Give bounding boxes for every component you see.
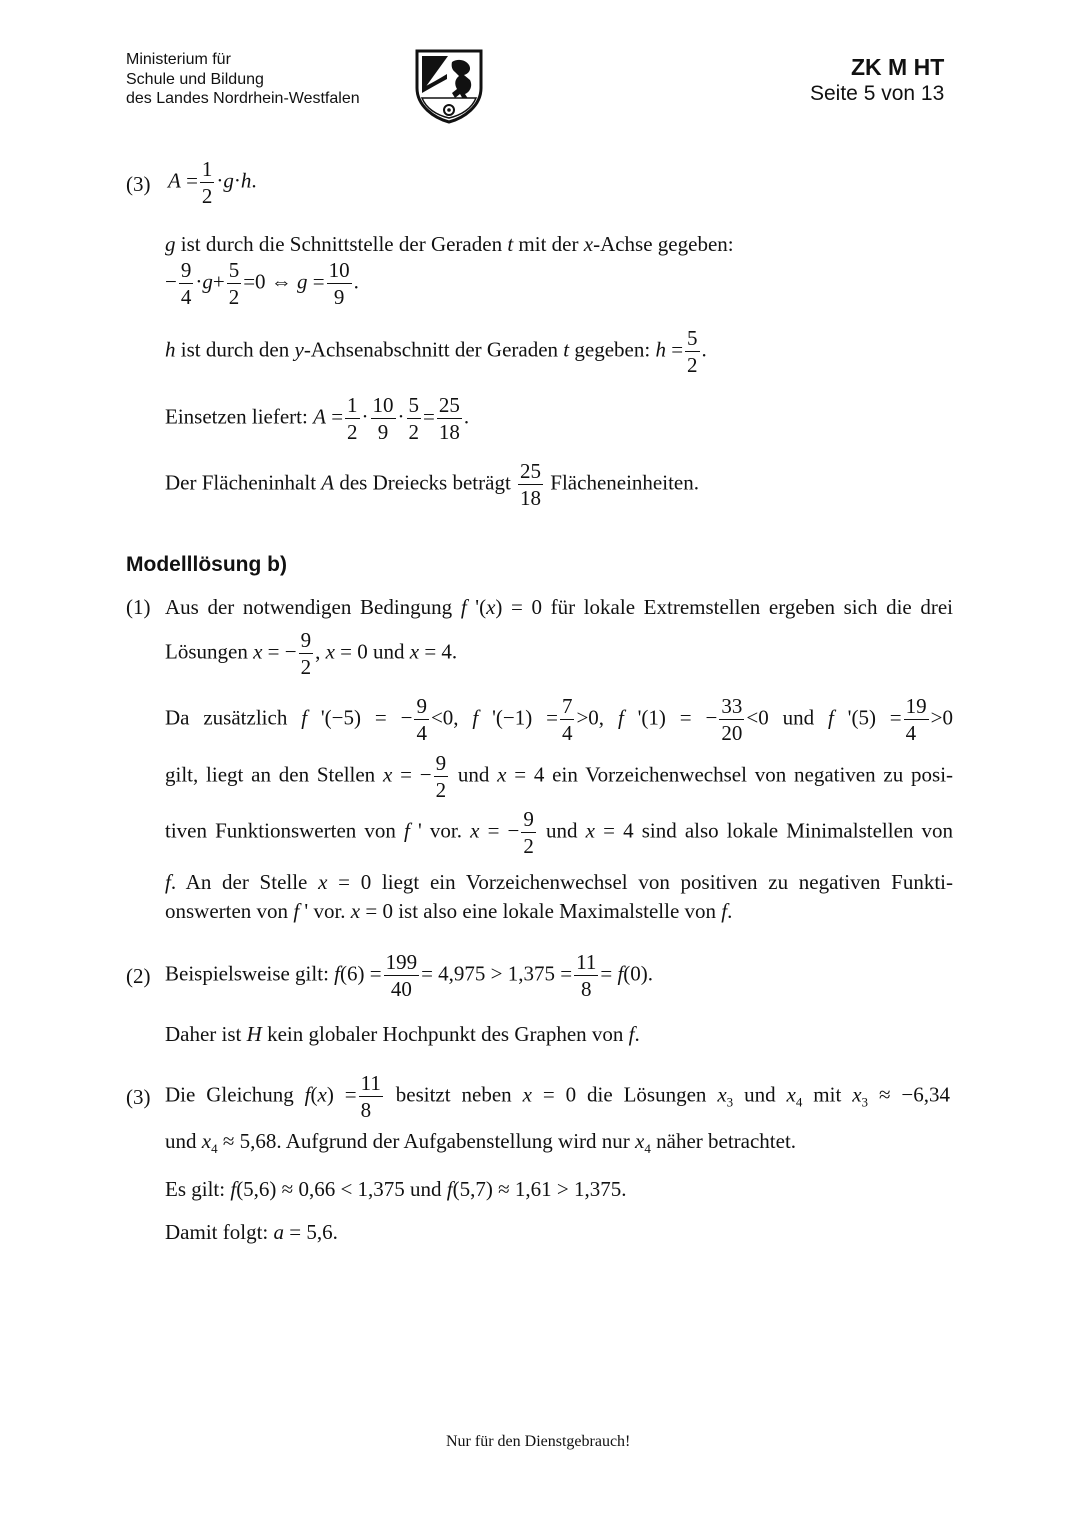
b1-line-3: Da zusätzlich f '(−5) = − $\frac{9}{4}$ <0, f '(−1) = $\frac{7}{4}$ >0, f '(1) = − $\frac{33}{20}$ <0 und f '(5) = $\frac{19}{4}$ >0 — [165, 694, 953, 745]
b3-number: (3) — [126, 1085, 151, 1109]
b1-line-7: onswerten von f ' vor. x = 0 ist also eine lokale Maximalstelle von f. — [165, 899, 733, 923]
a3-insert-equation: Einsetzen liefert: A = $\frac{1}{2}$ · $\frac{10}{9}$ · $\frac{5}{2}$ = $\frac{25}{18}$ . — [165, 393, 470, 444]
exam-code: ZK M HT — [851, 54, 945, 80]
b2-number: (2) — [126, 964, 151, 988]
ministry-line-2: Schule und Bildung — [126, 70, 264, 88]
b2-line-1: Beispielsweise gilt: f(6) = $\frac{199}{40}$ = 4,975 > 1,375 = $\frac{11}{8}$ = f(0). — [165, 950, 654, 1001]
ministry-line-1: Ministerium für — [126, 51, 231, 68]
a3-g-description: g ist durch die Schnittstelle der Geraden t mit der x-Achse gegeben: — [165, 232, 734, 256]
b1-line-4: gilt, liegt an den Stellen x = − $\frac{9}{2}$ und x = 4 ein Vorzeichenwechsel von negativen zu posi- — [165, 751, 954, 802]
solution-b-heading: Modelllösung b) — [126, 553, 287, 576]
b2-line-2: Daher ist H kein globaler Hochpunkt des Graphen von f. — [165, 1022, 640, 1046]
footer-note: Nur für den Dienstgebrauch! — [446, 1433, 631, 1450]
a3-result: Der Flächeninhalt A des Dreiecks beträgt $\frac{25}{18}$ Flächeneinheiten. — [165, 459, 699, 510]
ministry-line-3: des Landes Nordrhein-Westfalen — [126, 90, 360, 107]
b3-line-4: Damit folgt: a = 5,6. — [165, 1220, 338, 1244]
b1-line-1: Aus der notwendigen Bedingung f '(x) = 0 für lokale Extremstellen ergeben sich die drei — [165, 595, 954, 619]
b1-line-5: tiven Funktionswerten von f ' vor. x = − $\frac{9}{2}$ und x = 4 sind also lokale Minimalstellen von — [165, 807, 954, 858]
a3-h-description: h ist durch den y-Achsenabschnitt der Geraden t gegeben: h = $\frac{5}{2}$ . — [165, 326, 707, 377]
b1-line-6: f. An der Stelle x = 0 liegt ein Vorzeichenwechsel von positiven zu negativen Funkti- — [165, 870, 953, 894]
a3-area-formula: A = $\frac{1}{2}$ ·g·h. — [168, 157, 257, 208]
nrw-coat-of-arms-logo — [414, 48, 484, 124]
a3-g-equation: − $\frac{9}{4}$ ·g+ $\frac{5}{2}$ =0 ⇔ g = $\frac{10}{9}$ . — [165, 258, 359, 309]
b3-line-1: Die Gleichung f(x) = $\frac{11}{8}$ besitzt neben x = 0 die Lösungen $x_3$ und $x_4$ mit $x_3 \approx -6,34$ — [165, 1071, 951, 1122]
b3-line-3: Es gilt: f(5,6) ≈ 0,66 < 1,375 und f(5,7) ≈ 1,61 > 1,375. — [165, 1177, 627, 1201]
page-number: Seite 5 von 13 — [810, 82, 945, 105]
b1-number: (1) — [126, 595, 151, 619]
b3-line-2: und $x_4 \approx 5,68$. Aufgrund der Aufgabenstellung wird nur $x_4$ näher betrachtet. — [165, 1129, 797, 1157]
ministry-name — [126, 50, 360, 109]
b1-line-2: Lösungen x = − $\frac{9}{2}$ , x = 0 und x = 4. — [165, 628, 458, 679]
a3-number: (3) — [126, 172, 151, 196]
